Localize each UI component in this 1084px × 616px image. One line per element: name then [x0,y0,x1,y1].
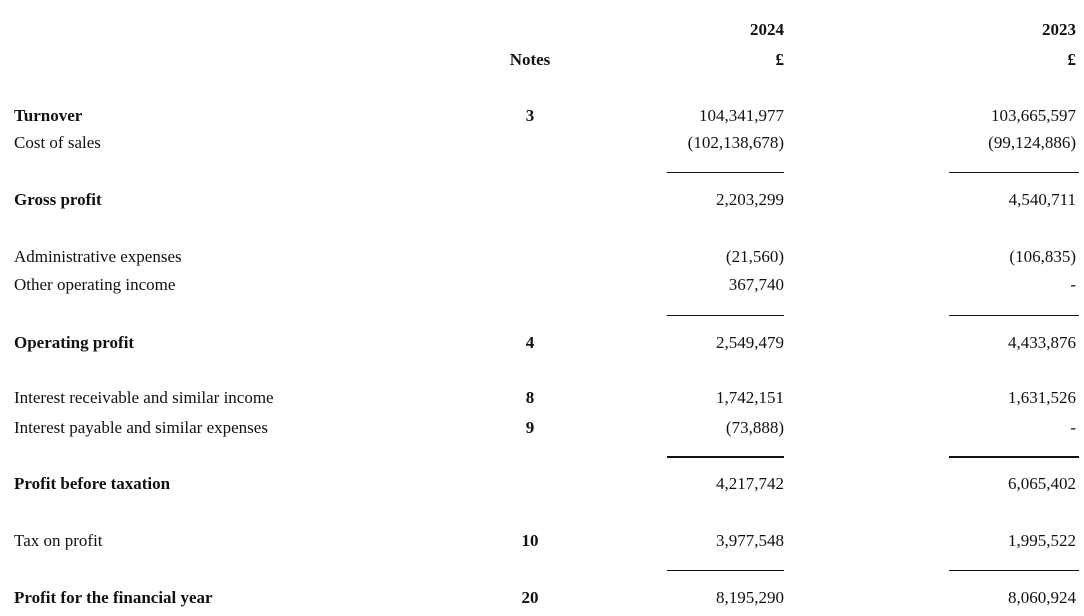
currency-2024-header: £ [775,50,784,69]
value-2024: 2,203,299 [716,190,784,209]
row-label: Other operating income [14,275,176,294]
year-2023-header: 2023 [1042,20,1076,39]
row-note: 20 [521,588,539,607]
subtotal-rule [949,172,1079,173]
subtotal-rule [667,315,784,316]
value-2023: 1,995,522 [1008,531,1076,550]
row-note: 9 [525,418,535,437]
value-2024: 1,742,151 [716,388,784,407]
value-2023: (106,835) [1009,247,1076,266]
subtotal-rule [667,456,784,458]
currency-2023-header: £ [1067,50,1076,69]
subtotal-rule [949,456,1079,458]
value-2024: 4,217,742 [716,474,784,493]
row-note: 8 [525,388,535,407]
row-label: Administrative expenses [14,247,182,266]
row-label: Cost of sales [14,133,101,152]
subtotal-rule [667,172,784,173]
value-2023: 6,065,402 [1008,474,1076,493]
notes-header: Notes [509,50,551,69]
value-2023: (99,124,886) [988,133,1076,152]
row-label: Tax on profit [14,531,103,550]
value-2023: 4,433,876 [1008,333,1076,352]
value-2023: - [1070,275,1076,294]
row-note: 10 [521,531,539,550]
value-2024: (73,888) [725,418,784,437]
value-2024: 367,740 [728,275,784,294]
row-label: Interest payable and similar expenses [14,418,268,437]
value-2024: 104,341,977 [699,106,784,125]
value-2024: (102,138,678) [687,133,784,152]
value-2023: 103,665,597 [991,106,1076,125]
value-2024: 3,977,548 [716,531,784,550]
row-note: 4 [525,333,535,352]
row-label: Interest receivable and similar income [14,388,274,407]
value-2024: 2,549,479 [716,333,784,352]
value-2023: 1,631,526 [1008,388,1076,407]
value-2023: 8,060,924 [1008,588,1076,607]
year-2024-header: 2024 [750,20,784,39]
row-label: Profit for the financial year [14,588,213,607]
subtotal-rule [667,570,784,571]
row-label: Profit before taxation [14,474,171,493]
row-label: Gross profit [14,190,102,209]
value-2024: (21,560) [725,247,784,266]
row-label: Turnover [14,106,83,125]
row-note: 3 [525,106,535,125]
row-label: Operating profit [14,333,135,352]
value-2024: 8,195,290 [716,588,784,607]
value-2023: 4,540,711 [1008,190,1076,209]
value-2023: - [1070,418,1076,437]
subtotal-rule [949,315,1079,316]
subtotal-rule [949,570,1079,571]
